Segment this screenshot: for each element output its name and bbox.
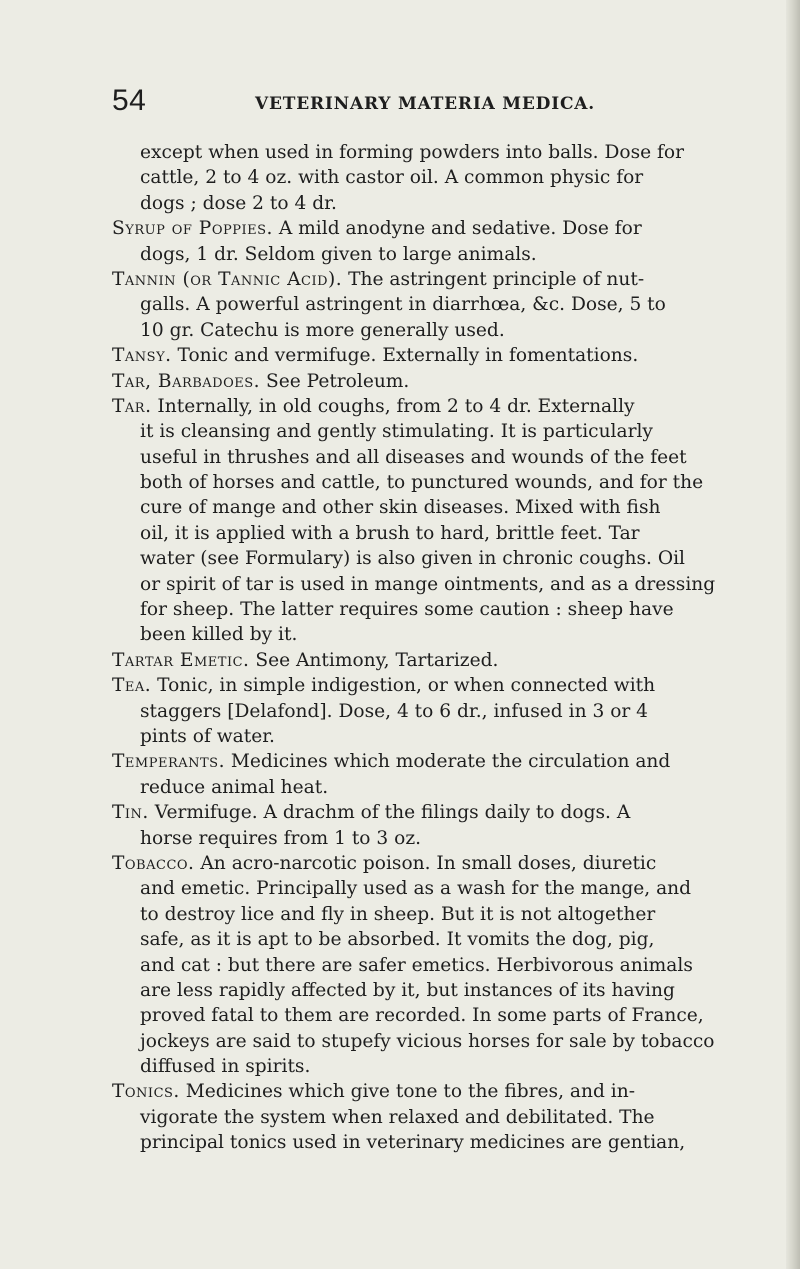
text-line: cure of mange and other skin diseases. Mixed with fish — [140, 497, 661, 519]
entry-continuation — [112, 140, 684, 216]
entry-syrup-of-poppies — [112, 216, 670, 267]
entry-tobacco — [112, 851, 715, 1080]
text-line: cattle, 2 to 4 oz. with castor oil. A common physic for — [140, 167, 644, 189]
text-line: galls. A powerful astringent in diarrhœa, &c. Dose, 5 to — [140, 294, 666, 316]
entry-term: Tonics. — [112, 1081, 180, 1103]
entry-tea — [112, 673, 670, 749]
text-line: and emetic. Principally used as a wash for the mange, and — [140, 878, 692, 900]
entry-tannin — [112, 267, 670, 343]
text-line: been killed by it. — [140, 624, 298, 646]
entry-term: Tar. — [112, 395, 152, 417]
entry-term: Temperants. — [112, 751, 225, 773]
text-line: dogs ; dose 2 to 4 dr. — [140, 192, 337, 214]
text-line: principal tonics used in veterinary medicines are gentian, — [140, 1132, 686, 1154]
text-line: water (see Formulary) is also given in chronic coughs. Oil — [140, 548, 685, 570]
text-line: useful in thrushes and all diseases and wounds of the feet — [140, 446, 687, 468]
text-line: or spirit of tar is used in mange ointments, and as a dressing — [140, 573, 716, 595]
text-line: to destroy lice and fly in sheep. But it is not altogether — [140, 903, 656, 925]
text-line: oil, it is applied with a brush to hard, brittle feet. Tar — [140, 522, 640, 544]
text-line: See Petroleum. — [260, 370, 410, 392]
text-line: horse requires from 1 to 3 oz. — [140, 827, 422, 849]
text-line: proved fatal to them are recorded. In some parts of France, — [140, 1005, 704, 1027]
entry-tonics — [112, 1079, 686, 1155]
text-line: reduce animal heat. — [140, 776, 329, 798]
entry-term: Tannin (or Tannic Acid). — [112, 268, 343, 290]
page-edge-shadow — [786, 0, 800, 1269]
text-line: An acro-narcotic poison. In small doses, diuretic — [194, 852, 657, 874]
text-line: pints of water. — [140, 725, 275, 747]
text-line: Medicines which give tone to the fibres, and in- — [179, 1081, 635, 1103]
entry-term: Tea. — [112, 675, 152, 697]
entry-tin — [112, 800, 670, 851]
text-line: both of horses and cattle, to punctured wounds, and for the — [140, 472, 704, 494]
text-line: See Antimony, Tartarized. — [249, 649, 499, 671]
entry-tartar-emetic — [112, 648, 670, 673]
text-line: vigorate the system when relaxed and debilitated. The — [140, 1106, 655, 1128]
text-line: dogs, 1 dr. Seldom given to large animals. — [140, 243, 537, 265]
entry-term: Tobacco. — [112, 852, 195, 874]
entry-term: Syrup of Poppies. — [112, 218, 273, 240]
text-line: for sheep. The latter requires some caution : sheep have — [140, 599, 674, 621]
entry-term: Tartar Emetic. — [112, 649, 250, 671]
text-line: Internally, in old coughs, from 2 to 4 dr. Externally — [151, 395, 635, 417]
text-line: Vermifuge. A drachm of the filings daily to dogs. A — [148, 802, 631, 824]
text-line: are less rapidly affected by it, but instances of its having — [140, 979, 675, 1001]
text-line: it is cleansing and gently stimulating. It is particularly — [140, 421, 653, 443]
text-line: safe, as it is apt to be absorbed. It vomits the dog, pig, — [140, 929, 655, 951]
text-line: except when used in forming powders into balls. Dose for — [140, 142, 684, 163]
text-line: Tonic and vermifuge. Externally in fomentations. — [171, 345, 639, 367]
text-line: jockeys are said to stupefy vicious horses for sale by tobacco — [140, 1030, 715, 1052]
page-header — [112, 84, 672, 120]
text-line: and cat : but there are safer emetics. Herbivorous animals — [140, 954, 693, 976]
page-number: 54 — [112, 84, 147, 117]
entry-temperants — [112, 749, 670, 800]
text-line: 10 gr. Catechu is more generally used. — [140, 319, 505, 341]
text-line: Medicines which moderate the circulation and — [224, 751, 671, 773]
text-line: staggers [Delafond]. Dose, 4 to 6 dr., infused in 3 or 4 — [140, 700, 649, 722]
text-line: The astringent principle of nut- — [342, 268, 645, 290]
text-line: A mild anodyne and sedative. Dose for — [272, 218, 642, 240]
text-line: diffused in spirits. — [140, 1056, 311, 1078]
entry-term: Tar, Barbadoes. — [112, 370, 261, 392]
entry-term: Tin. — [112, 802, 149, 824]
dictionary-text — [112, 140, 716, 1156]
entry-tar — [112, 394, 716, 648]
running-title: VETERINARY MATERIA MEDICA. — [255, 94, 596, 114]
entry-tansy — [112, 343, 670, 368]
entry-term: Tansy. — [112, 345, 172, 367]
entry-tar-barbadoes — [112, 369, 670, 394]
text-line: Tonic, in simple indigestion, or when connected with — [151, 675, 656, 697]
